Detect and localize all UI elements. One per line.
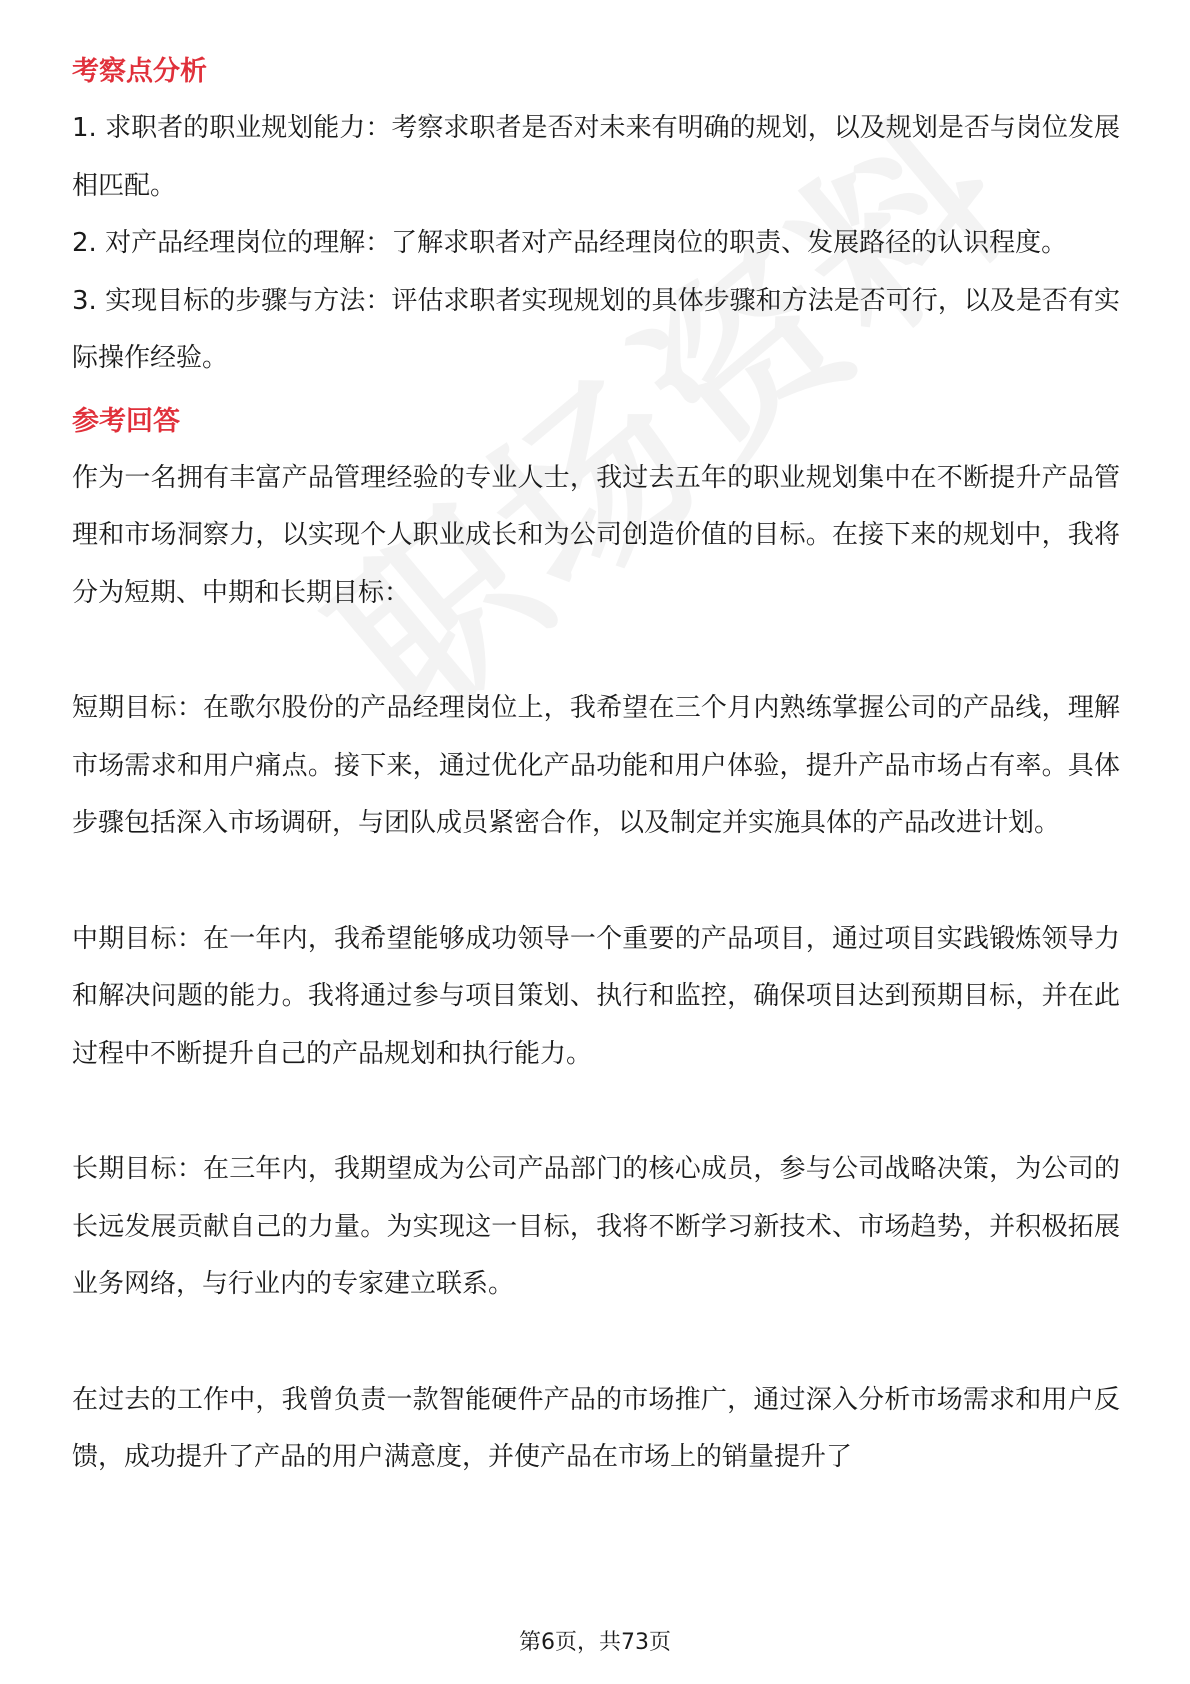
page-number: 第6页，共73页 xyxy=(519,1630,671,1655)
answer-paragraph-short-term: 短期目标：在歌尔股份的产品经理岗位上，我希望在三个月内熟练掌握公司的产品线，理解市场需求和用户痛点。接下来，通过优化产品功能和用户体验，提升产品市场占有率。具体步骤包括深入市场调研，与团队成员紧密合作，以及制定并实施具体的产品改进计划。 xyxy=(72,693,1120,838)
answer-paragraph-mid-term: 中期目标：在一年内，我希望能够成功领导一个重要的产品项目，通过项目实践锻炼领导力和解决问题的能力。我将通过参与项目策划、执行和监控，确保项目达到预期目标，并在此过程中不断提升自己的产品规划和执行能力。 xyxy=(72,923,1120,1069)
answer-paragraph-long-term: 长期目标：在三年内，我期望成为公司产品部门的核心成员，参与公司战略决策，为公司的长远发展贡献自己的力量。为实现这一目标，我将不断学习新技术、市场趋势，并积极拓展业务网络，与行业内的专家建立联系。 xyxy=(72,1154,1120,1299)
analysis-item-3: 3. 实现目标的步骤与方法：评估求职者实现规划的具体步骤和方法是否可行，以及是否有实际操作经验。 xyxy=(72,285,1120,373)
section-heading-analysis: 考察点分析 xyxy=(72,56,207,87)
document-page xyxy=(72,44,1120,1487)
answer-paragraph-intro: 作为一名拥有丰富产品管理经验的专业人士，我过去五年的职业规划集中在不断提升产品管理和市场洞察力，以实现个人职业成长和为公司创造价值的目标。在接下来的规划中，我将分为短期、中期和长期目标： xyxy=(72,462,1120,608)
analysis-item-1: 1. 求职者的职业规划能力：考察求职者是否对未来有明确的规划，以及规划是否与岗位发展相匹配。 xyxy=(72,113,1120,201)
analysis-item-2: 2. 对产品经理岗位的理解：了解求职者对产品经理岗位的职责、发展路径的认识程度。 xyxy=(72,228,1068,258)
answer-paragraph-experience: 在过去的工作中，我曾负责一款智能硬件产品的市场推广，通过深入分析市场需求和用户反馈，成功提升了产品的用户满意度，并使产品在市场上的销量提升了 xyxy=(72,1384,1120,1472)
section-heading-answer: 参考回答 xyxy=(72,405,180,437)
